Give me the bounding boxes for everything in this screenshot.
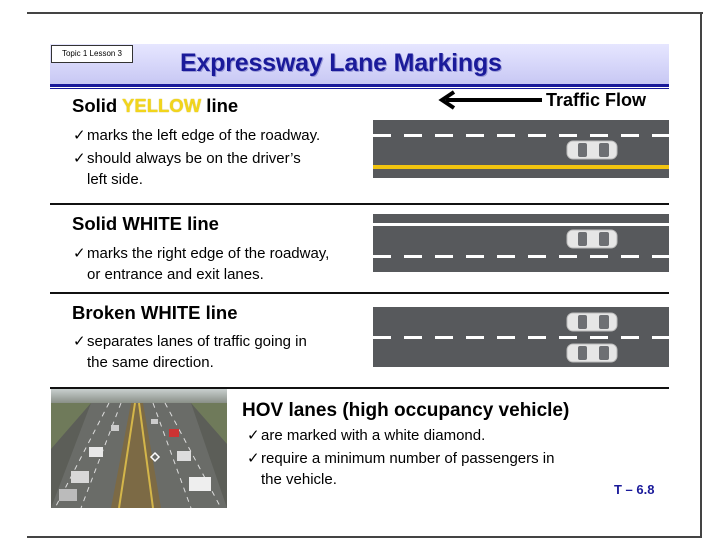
checkmark-icon: ✓: [73, 245, 86, 262]
car-icon: [566, 139, 618, 161]
checkmark-icon: ✓: [73, 333, 86, 350]
title-underline-thin: [50, 88, 669, 89]
bullet-text: the vehicle.: [261, 471, 337, 488]
bullet-text: separates lanes of traffic going in: [87, 333, 307, 350]
solid-white-heading: Solid WHITE line: [72, 213, 219, 234]
road-diagram-solid-white: [373, 214, 669, 272]
bullet-item: [73, 331, 307, 373]
bullet-text: require a minimum number of passengers in: [261, 450, 555, 467]
checkmark-icon: ✓: [247, 427, 260, 444]
checkmark-icon: ✓: [73, 127, 86, 144]
checkmark-icon: ✓: [73, 150, 86, 167]
solid-yellow-line: [373, 165, 669, 169]
bullet-item: [73, 125, 320, 146]
topic-label: Topic 1 Lesson 3: [51, 45, 133, 63]
bullet-text: are marked with a white diamond.: [261, 427, 486, 444]
frame-top-border: [27, 12, 703, 14]
solid-yellow-heading: [72, 95, 238, 117]
car-icon: [566, 228, 618, 250]
checkmark-icon: ✓: [247, 450, 260, 467]
car-icon: [566, 342, 618, 364]
broken-white-heading: Broken WHITE line: [72, 302, 238, 323]
broken-white-line: [373, 255, 669, 258]
title-underline: [50, 84, 669, 87]
frame-bottom-border: [27, 536, 702, 538]
heading-text: line: [201, 95, 239, 116]
solid-white-line: [373, 223, 669, 226]
bullet-text: left side.: [87, 171, 143, 188]
frame-right-border: [700, 12, 702, 538]
bullet-item: [247, 425, 485, 446]
road-diagram-yellow: [373, 120, 669, 178]
slide-number: T – 6.8: [614, 482, 655, 497]
section-divider: [50, 203, 669, 205]
car-icon: [566, 311, 618, 333]
bullet-item: [73, 148, 301, 190]
hov-heading: HOV lanes (high occupancy vehicle): [242, 400, 570, 421]
bullet-item: [73, 243, 329, 285]
bullet-text: or entrance and exit lanes.: [87, 266, 264, 283]
bullet-item: [247, 448, 554, 490]
broken-white-line: [373, 134, 669, 137]
yellow-word: YELLOW: [122, 95, 202, 116]
hov-highway-photo: [51, 389, 227, 508]
bullet-text: marks the left edge of the roadway.: [87, 127, 321, 144]
left-arrow-icon: [438, 90, 542, 110]
road-diagram-broken-white: [373, 307, 669, 367]
bullet-text: should always be on the driver’s: [87, 150, 301, 167]
bullet-text: marks the right edge of the roadway,: [87, 245, 330, 262]
bullet-text: the same direction.: [87, 354, 214, 371]
slide-title: Expressway Lane Markings: [180, 49, 502, 77]
heading-text: Solid: [72, 95, 123, 116]
traffic-flow-label: Traffic Flow: [546, 90, 647, 110]
section-divider: [50, 292, 669, 294]
broken-white-line: [373, 336, 669, 339]
